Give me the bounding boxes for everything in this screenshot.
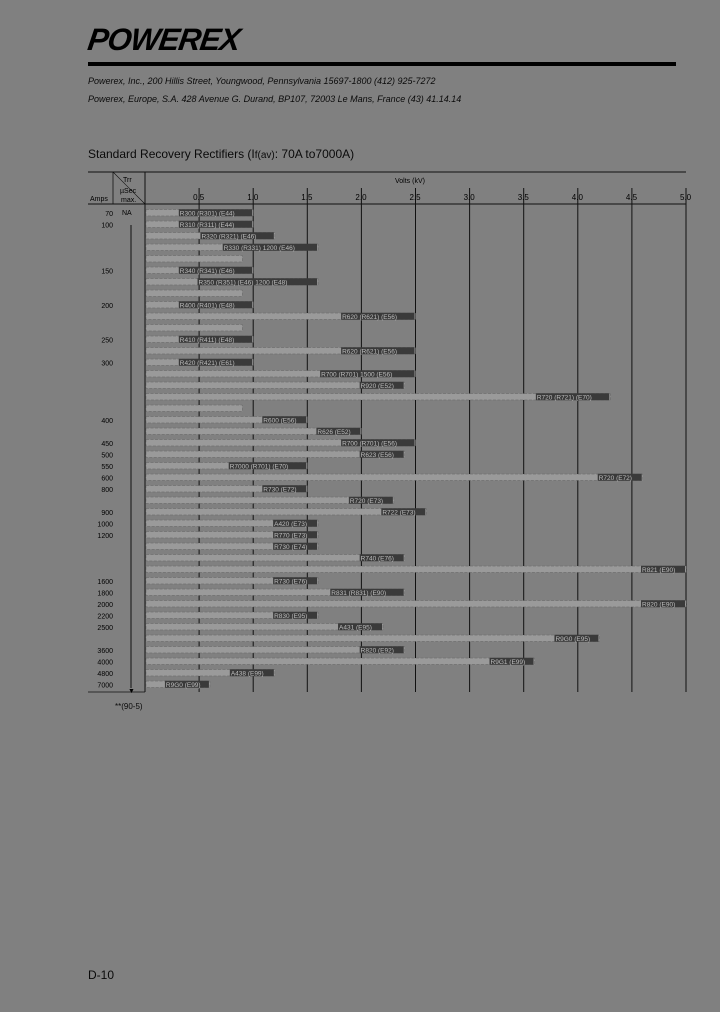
amps-label: 2500 xyxy=(97,624,113,632)
bar-label: R830 (E95) xyxy=(274,612,308,620)
bar-label: R730 (E72) xyxy=(263,486,297,494)
bar-label: R600 (E56) xyxy=(263,417,297,425)
bar-label: R730 (E74) xyxy=(274,543,308,551)
bar-label: R400 (R401) (E48) xyxy=(179,302,235,310)
x-tick-label: 2.5 xyxy=(409,193,421,202)
bar-label: R310 (R311) (E44) xyxy=(179,221,235,229)
voltage-range-bar xyxy=(146,325,242,331)
voltage-range-bar xyxy=(146,601,686,607)
amps-label: 800 xyxy=(101,486,113,494)
bar-label: R9G0 (E95) xyxy=(555,635,591,643)
bar-label: R9G1 (E99) xyxy=(490,658,526,666)
bar-label: R330 (R331) 1200 (E46) xyxy=(223,244,295,252)
bar-label: R9G0 (E99) xyxy=(165,681,201,689)
footnote: **(90-5) xyxy=(115,702,143,711)
bar-label: A431 (E95) xyxy=(339,624,372,632)
bar-label: R7000 (R701) (E70) xyxy=(229,463,289,471)
voltage-range-bar xyxy=(146,566,686,572)
amps-label: 1000 xyxy=(97,521,113,529)
bar-label: A438 (E99) xyxy=(230,670,264,678)
trr-value: NA xyxy=(122,210,132,217)
bar-label: R620 (R621) (E56) xyxy=(342,348,398,356)
bar-label: R820 (E90) xyxy=(642,601,676,609)
amps-label: 100 xyxy=(101,222,113,230)
bar-label: R722 (E73) xyxy=(382,509,416,517)
bar-label: R831 (R831) (E90) xyxy=(331,589,387,597)
trr-max-header: max. xyxy=(121,197,137,204)
page-number: D-10 xyxy=(88,968,115,982)
address-europe: Powerex, Europe, S.A. 428 Avenue G. Durand, BP107, 72003 Le Mans, France (43) 41.14.14 xyxy=(88,94,462,104)
x-tick-label: 4.5 xyxy=(625,193,638,202)
amps-label: 500 xyxy=(101,452,113,460)
voltage-range-bar xyxy=(146,290,242,296)
amps-label: 2200 xyxy=(97,613,113,621)
voltage-range-bar xyxy=(146,256,242,262)
amps-label: 70 xyxy=(105,210,113,218)
voltage-range-bar xyxy=(146,635,599,641)
amps-label: 4000 xyxy=(97,659,113,667)
amps-label: 600 xyxy=(101,475,113,483)
x-tick-label: 2.0 xyxy=(355,193,367,202)
bar-label: R350 (R351) (E46) 1200 (E48) xyxy=(198,279,288,287)
bar-label: R700 (R701) 1500 (E56) xyxy=(321,371,393,379)
bar-label: R300 (R301) (E44) xyxy=(179,210,235,218)
amps-label: 300 xyxy=(101,360,113,368)
bar-label: R730 (E76) xyxy=(274,578,308,586)
amps-label: 1200 xyxy=(97,532,113,540)
amps-label: 2000 xyxy=(97,601,113,609)
voltage-range-bar xyxy=(146,474,643,480)
voltage-range-bar xyxy=(146,658,535,664)
amps-label: 150 xyxy=(101,268,113,276)
bar-label: R620 (R621) (E56) xyxy=(342,313,398,321)
bar-label: R720 (E72) xyxy=(598,474,632,482)
x-tick-label: 3.0 xyxy=(463,193,475,202)
bar-label: R740 (E76) xyxy=(360,555,394,563)
bar-label: R623 (E56) xyxy=(360,451,394,459)
bar-label: R770 (E73) xyxy=(274,532,308,540)
bar-label: R700 (R701) (E56) xyxy=(342,440,398,448)
bar-label: R720 (R721) (E70) xyxy=(536,394,592,402)
bar-label: R720 (E73) xyxy=(349,497,384,505)
x-tick-label: 0.5 xyxy=(193,193,205,202)
bar-label: R920 (E52) xyxy=(360,382,394,390)
amps-label: 1800 xyxy=(97,590,113,598)
powerex-logo: POWEREX xyxy=(85,22,242,57)
bar-label: R626 (E52) xyxy=(317,428,351,436)
trr-header: Trr xyxy=(123,177,132,184)
amps-label: 1600 xyxy=(97,578,113,586)
chart-title-tail: : 70A to7000A) xyxy=(274,147,355,161)
amps-label: 550 xyxy=(101,463,113,471)
voltage-range-bar xyxy=(146,405,242,411)
trr-arrow-head: ▼ xyxy=(128,688,135,695)
x-tick-label: 4.0 xyxy=(571,193,583,202)
bar-label: R410 (R411) (E48) xyxy=(179,336,235,344)
x-axis-title: Volts (kV) xyxy=(395,178,425,185)
bar-label: R340 (R341) (E46) xyxy=(179,267,235,275)
amps-label: 3600 xyxy=(97,647,113,655)
chart-title-subscript: f(av) xyxy=(254,150,275,161)
amps-label: 4800 xyxy=(97,670,113,678)
amps-label: 900 xyxy=(101,509,113,517)
amps-label: 400 xyxy=(101,417,113,425)
amps-label: 250 xyxy=(101,337,113,345)
bar-label: R821 (E90) xyxy=(642,566,676,574)
chart-title-main: Standard Recovery Rectifiers (I xyxy=(88,147,255,161)
x-tick-label: 3.5 xyxy=(517,193,529,202)
amps-header: Amps xyxy=(90,196,108,203)
bar-label: R420 (R421) (E61) xyxy=(179,359,235,367)
x-tick-label: 1.0 xyxy=(247,193,259,202)
amps-label: 200 xyxy=(101,302,113,310)
amps-label: 7000 xyxy=(97,682,113,690)
x-tick-label: 5.0 xyxy=(680,193,692,202)
bar-label: R820 (E92) xyxy=(360,647,394,655)
bar-label: A420 (E73) xyxy=(274,520,308,528)
address-us: Powerex, Inc., 200 Hillis Street, Youngwood, Pennsylvania 15697-1800 (412) 925-7272 xyxy=(88,76,436,86)
trr-unit-header: µSec xyxy=(120,188,137,195)
x-tick-label: 1.5 xyxy=(301,193,313,202)
bar-label: R320 (R321) (E46) xyxy=(201,233,257,241)
amps-label: 450 xyxy=(101,440,113,448)
